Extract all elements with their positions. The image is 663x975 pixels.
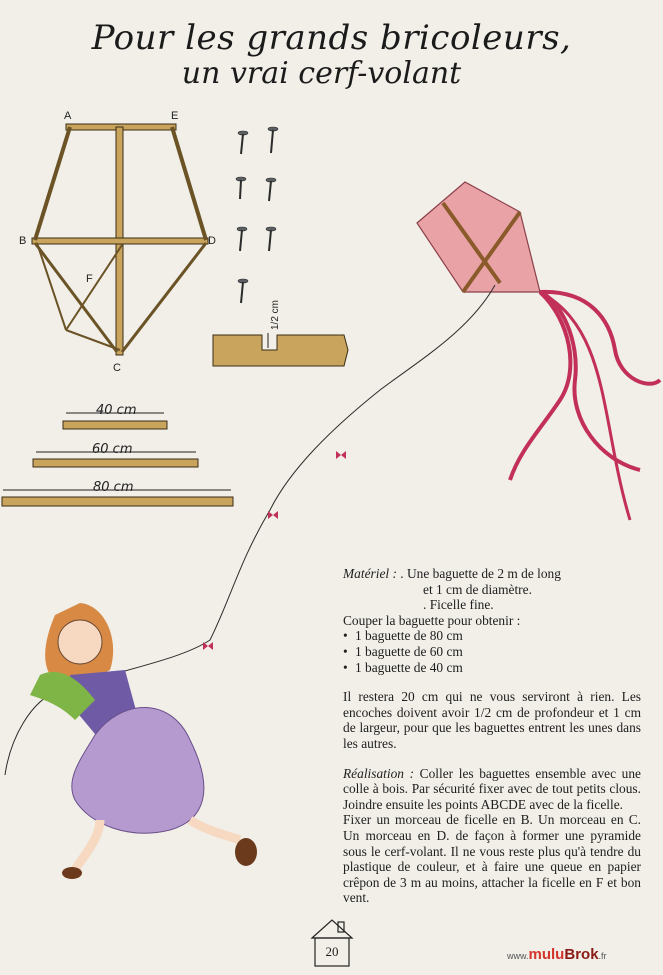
materials-heading: Matériel : xyxy=(343,566,397,581)
stick-60-label: 60 cm xyxy=(92,442,133,457)
stick-80-label: 80 cm xyxy=(93,480,134,495)
label-b: B xyxy=(19,235,27,247)
watermark-suffix: .fr xyxy=(598,951,607,961)
realisation-paragraph1 xyxy=(343,766,641,813)
list-item: • 1 baguette de 40 cm xyxy=(343,660,641,676)
list-item: • 1 baguette de 60 cm xyxy=(343,644,641,660)
notch-stick-illustration xyxy=(213,333,348,366)
kite-illustration xyxy=(417,182,660,520)
label-f: F xyxy=(86,273,93,285)
girl-illustration xyxy=(30,603,257,879)
realisation-p1-text: Coller les baguettes ensemble avec une colle à bois. Par sécurité fixer avec de tout petits clous. Joindre ensuite les points ABCDE avec de la ficelle. xyxy=(343,765,641,812)
remainder-paragraph: Il restera 20 cm qui ne vous serviront à rien. Les encoches doivent avoir 1/2 cm de profondeur et 1 cm de largeur, pour que les baguettes entrent les unes dans les autres. xyxy=(343,689,641,751)
materials-line1 xyxy=(343,566,641,582)
stick-40-label: 40 cm xyxy=(96,403,137,418)
string-bows xyxy=(203,451,346,650)
watermark-prefix: www. xyxy=(507,951,529,961)
label-d: D xyxy=(208,235,216,247)
nails-illustration xyxy=(236,127,278,303)
realisation-heading: Réalisation : xyxy=(343,765,415,781)
materials-line1-text: . Une baguette de 2 m de long xyxy=(400,566,561,581)
page-title-line1: Pour les grands bricoleurs, xyxy=(91,18,572,58)
watermark-brand1: mulu xyxy=(528,946,565,963)
label-a: A xyxy=(64,110,72,122)
notch-label: 1/2 cm xyxy=(270,299,281,330)
page-number: 20 xyxy=(325,944,339,959)
page-title-line2: un vrai cerf-volant xyxy=(181,56,462,91)
watermark-brand2: Brok xyxy=(564,946,599,963)
cut-intro: Couper la baguette pour obtenir : xyxy=(343,612,521,628)
label-c: C xyxy=(113,362,121,374)
instructions-block xyxy=(343,566,641,906)
realisation-paragraph2: Fixer un morceau de ficelle en B. Un morceau en C. Un morceau en D. de façon à former une pyramide sous le cerf-volant. Il ne vous reste plus qu'à tendre du plastique de couleur, et à faire une queue en papier crêpon de 3 m au moins, attacher la ficelle en F et bon vent. xyxy=(343,812,641,906)
materials-line3: . Ficelle fine. xyxy=(423,597,494,613)
materials-line2: et 1 cm de diamètre. xyxy=(423,581,532,597)
watermark xyxy=(507,946,607,963)
label-e: E xyxy=(171,110,179,122)
kite-frame-diagram xyxy=(32,124,208,355)
list-item: • 1 baguette de 80 cm xyxy=(343,628,641,644)
